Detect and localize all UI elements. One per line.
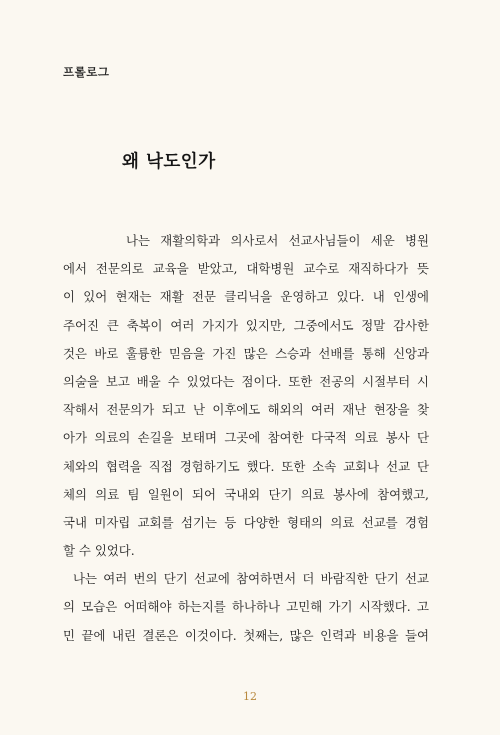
body-text: [63, 227, 429, 650]
text-line: 주어진 큰 축복이 여러 가지가 있지만, 그중에서도 정말 감사한: [63, 317, 429, 333]
text-line: 할 수 있었다.: [63, 543, 135, 559]
text-line: 에서 전문의로 교육을 받았고, 대학병원 교수로 재직하다가 뜻: [63, 261, 429, 277]
page-number: 12: [243, 690, 257, 703]
running-head: 프롤로그: [63, 65, 110, 79]
text-line: 나는 재활의학과 의사로서 선교사님들이 세운 병원: [126, 233, 429, 248]
text-line: 아가 의료의 손길을 보태며 그곳에 참여한 다국적 의료 봉사 단: [63, 430, 429, 446]
text-line: 이 있어 현재는 재활 전문 클리닉을 운영하고 있다. 내 인생에: [63, 289, 429, 305]
text-line: 의 모습은 어떠해야 하는지를 하나하나 고민해 가기 시작했다. 고: [63, 599, 429, 615]
text-line: 민 끝에 내린 결론은 이것이다. 첫째는, 많은 인력과 비용을 들여: [63, 627, 429, 643]
chapter-title: 왜 낙도인가: [122, 152, 216, 172]
text-line: 체와의 협력을 직접 경험하기도 했다. 또한 소속 교회나 선교 단: [63, 458, 429, 474]
text-line: 작해서 전문의가 되고 난 이후에도 해외의 여러 재난 현장을 찾: [63, 402, 429, 418]
text-line: 나는 여러 번의 단기 선교에 참여하면서 더 바람직한 단기 선교: [73, 571, 429, 587]
text-line: 체의 의료 팀 일원이 되어 국내외 단기 의료 봉사에 참여했고,: [63, 486, 429, 502]
text-line: 의술을 보고 배울 수 있었다는 점이다. 또한 전공의 시절부터 시: [63, 373, 429, 389]
text-line: 것은 바로 훌륭한 믿음을 가진 많은 스승과 선배를 통해 신앙과: [63, 345, 429, 361]
text-line: 국내 미자립 교회를 섬기는 등 다양한 형태의 의료 선교를 경험: [63, 514, 429, 530]
